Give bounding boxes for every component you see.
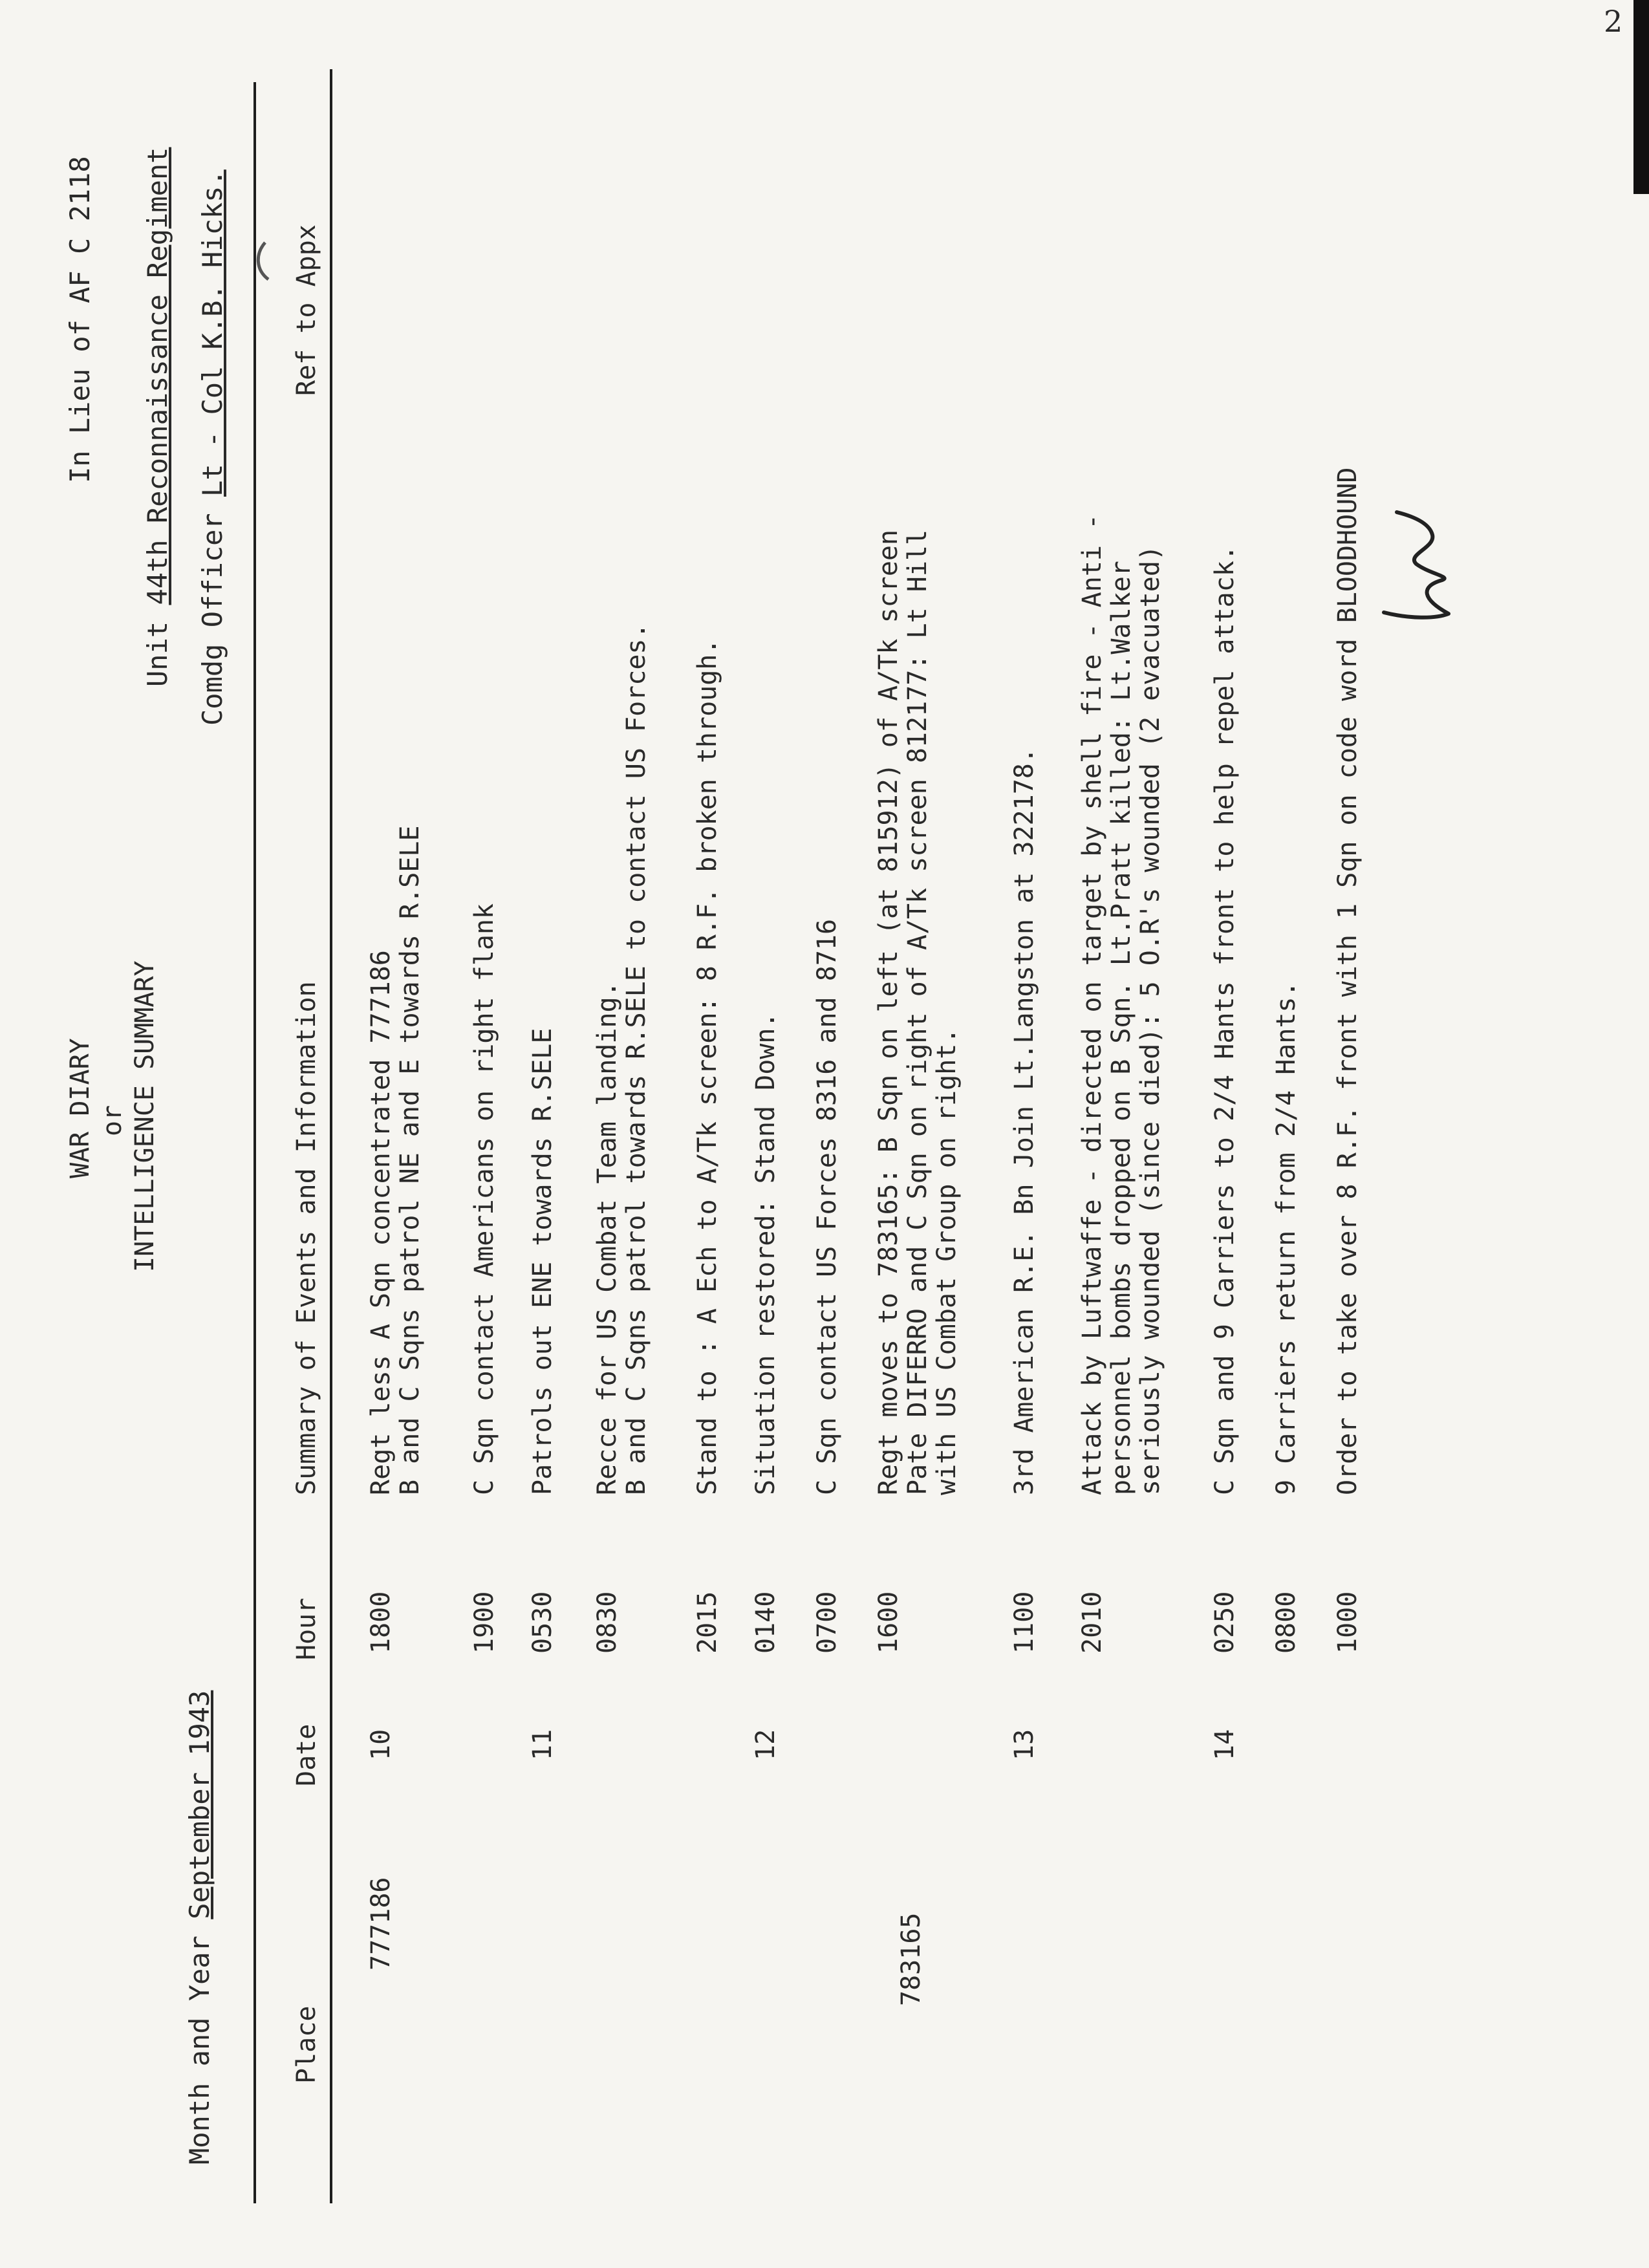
title-line-2: or: [98, 1105, 127, 1136]
row-0-date: 10: [366, 1729, 396, 1760]
header-place: Place: [292, 2005, 321, 2084]
row-6-hour: 0700: [812, 1591, 842, 1654]
row-3-line-0: Recce for US Combat Team landing.: [592, 981, 622, 1495]
row-2-line-0: Patrols out ENE towards R.SELE: [528, 1028, 557, 1495]
row-0-hour: 1800: [366, 1591, 396, 1654]
month-year-label: Month and Year: [184, 1935, 215, 2165]
page-number: 2: [1604, 4, 1623, 39]
row-9-line-1: personnel bombs dropped on B Sqn. Lt.Pratt killed: Lt.Walker: [1106, 561, 1136, 1495]
comdg-label: Comdg Officer: [197, 513, 228, 726]
top-rule: [253, 82, 256, 2203]
row-8-hour: 1100: [1009, 1591, 1039, 1654]
unit-value: 44th Reconnaissance Regiment: [142, 147, 173, 605]
row-0-line-1: B and C Sqns patrol NE and E towards R.SELE: [395, 825, 425, 1495]
row-10-date: 14: [1210, 1729, 1240, 1760]
row-11-line-0: 9 Carriers return from 2/4 Hants.: [1271, 981, 1301, 1495]
row-8-date: 13: [1009, 1729, 1039, 1760]
row-1-line-0: C Sqn contact Americans on right flank: [469, 903, 499, 1495]
comdg-value: Lt - Col K.B. Hicks.: [197, 169, 228, 497]
header-rule: [330, 69, 332, 2203]
row-12-line-0: Order to take over 8 R.F. front with 1 Sqn on code word BLOODHOUND: [1333, 467, 1363, 1495]
row-4-line-0: Stand to : A Ech to A/Tk screen: 8 R.F. broken through.: [693, 638, 722, 1495]
ink-mark: [249, 237, 281, 283]
handwritten-initials: [1371, 502, 1461, 625]
row-7-line-0: Regt moves to 783165: B Sqn on left (at 815912) of A/Tk screen: [874, 529, 903, 1495]
row-3-line-1: B and C Sqns patrol towards R.SELE to contact US Forces.: [621, 623, 651, 1495]
row-9-line-0: Attack by Luftwaffe - directed on target by shell fire - Anti -: [1077, 513, 1107, 1495]
row-5-line-0: Situation restored: Stand Down.: [751, 1012, 781, 1495]
unit-label: Unit: [142, 621, 173, 687]
row-2-hour: 0530: [528, 1591, 557, 1654]
row-5-date: 12: [751, 1729, 781, 1760]
row-9-hour: 2010: [1077, 1591, 1107, 1654]
in-lieu-form: In Lieu of AF C 2118: [64, 156, 96, 483]
row-7-line-2: with US Combat Group on right.: [932, 1028, 962, 1495]
row-3-hour: 0830: [592, 1591, 622, 1654]
row-5-hour: 0140: [751, 1591, 781, 1654]
row-9-line-2: seriously wounded (since died): 5 O.R's wounded (2 evacuated): [1136, 545, 1165, 1495]
row-7-hour: 1600: [874, 1591, 903, 1654]
header-ref: Ref to Appx: [292, 224, 321, 396]
row-12-hour: 1000: [1333, 1591, 1363, 1654]
header-summary: Summary of Events and Information: [292, 981, 321, 1495]
row-10-hour: 0250: [1210, 1591, 1240, 1654]
row-11-hour: 0800: [1271, 1591, 1301, 1654]
month-year-field: [184, 1690, 215, 2165]
row-0-line-0: Regt less A Sqn concentrated 777186: [366, 950, 396, 1495]
comdg-field: [197, 169, 228, 726]
row-0-place: 777186: [366, 1877, 396, 1971]
row-4-hour: 2015: [693, 1591, 722, 1654]
row-8-line-0: 3rd American R.E. Bn Join Lt.Langston at 322178.: [1009, 748, 1039, 1495]
row-7-place: 783165: [896, 1912, 926, 2006]
unit-field: [142, 147, 173, 687]
row-7-line-1: Pate DIFERRO and C Sqn on right of A/Tk screen 812177: Lt Hill: [903, 529, 932, 1495]
row-10-line-0: C Sqn and 9 Carriers to 2/4 Hants front to help repel attack.: [1210, 545, 1240, 1495]
title-line-3: INTELLIGENCE SUMMARY: [130, 960, 160, 1272]
row-2-date: 11: [528, 1729, 557, 1760]
header-date: Date: [292, 1723, 321, 1786]
month-year-value: September 1943: [184, 1690, 215, 1919]
row-6-line-0: C Sqn contact US Forces 8316 and 8716: [812, 918, 842, 1495]
title-line-1: WAR DIARY: [65, 1038, 95, 1178]
row-1-hour: 1900: [469, 1591, 499, 1654]
header-hour: Hour: [292, 1597, 321, 1660]
